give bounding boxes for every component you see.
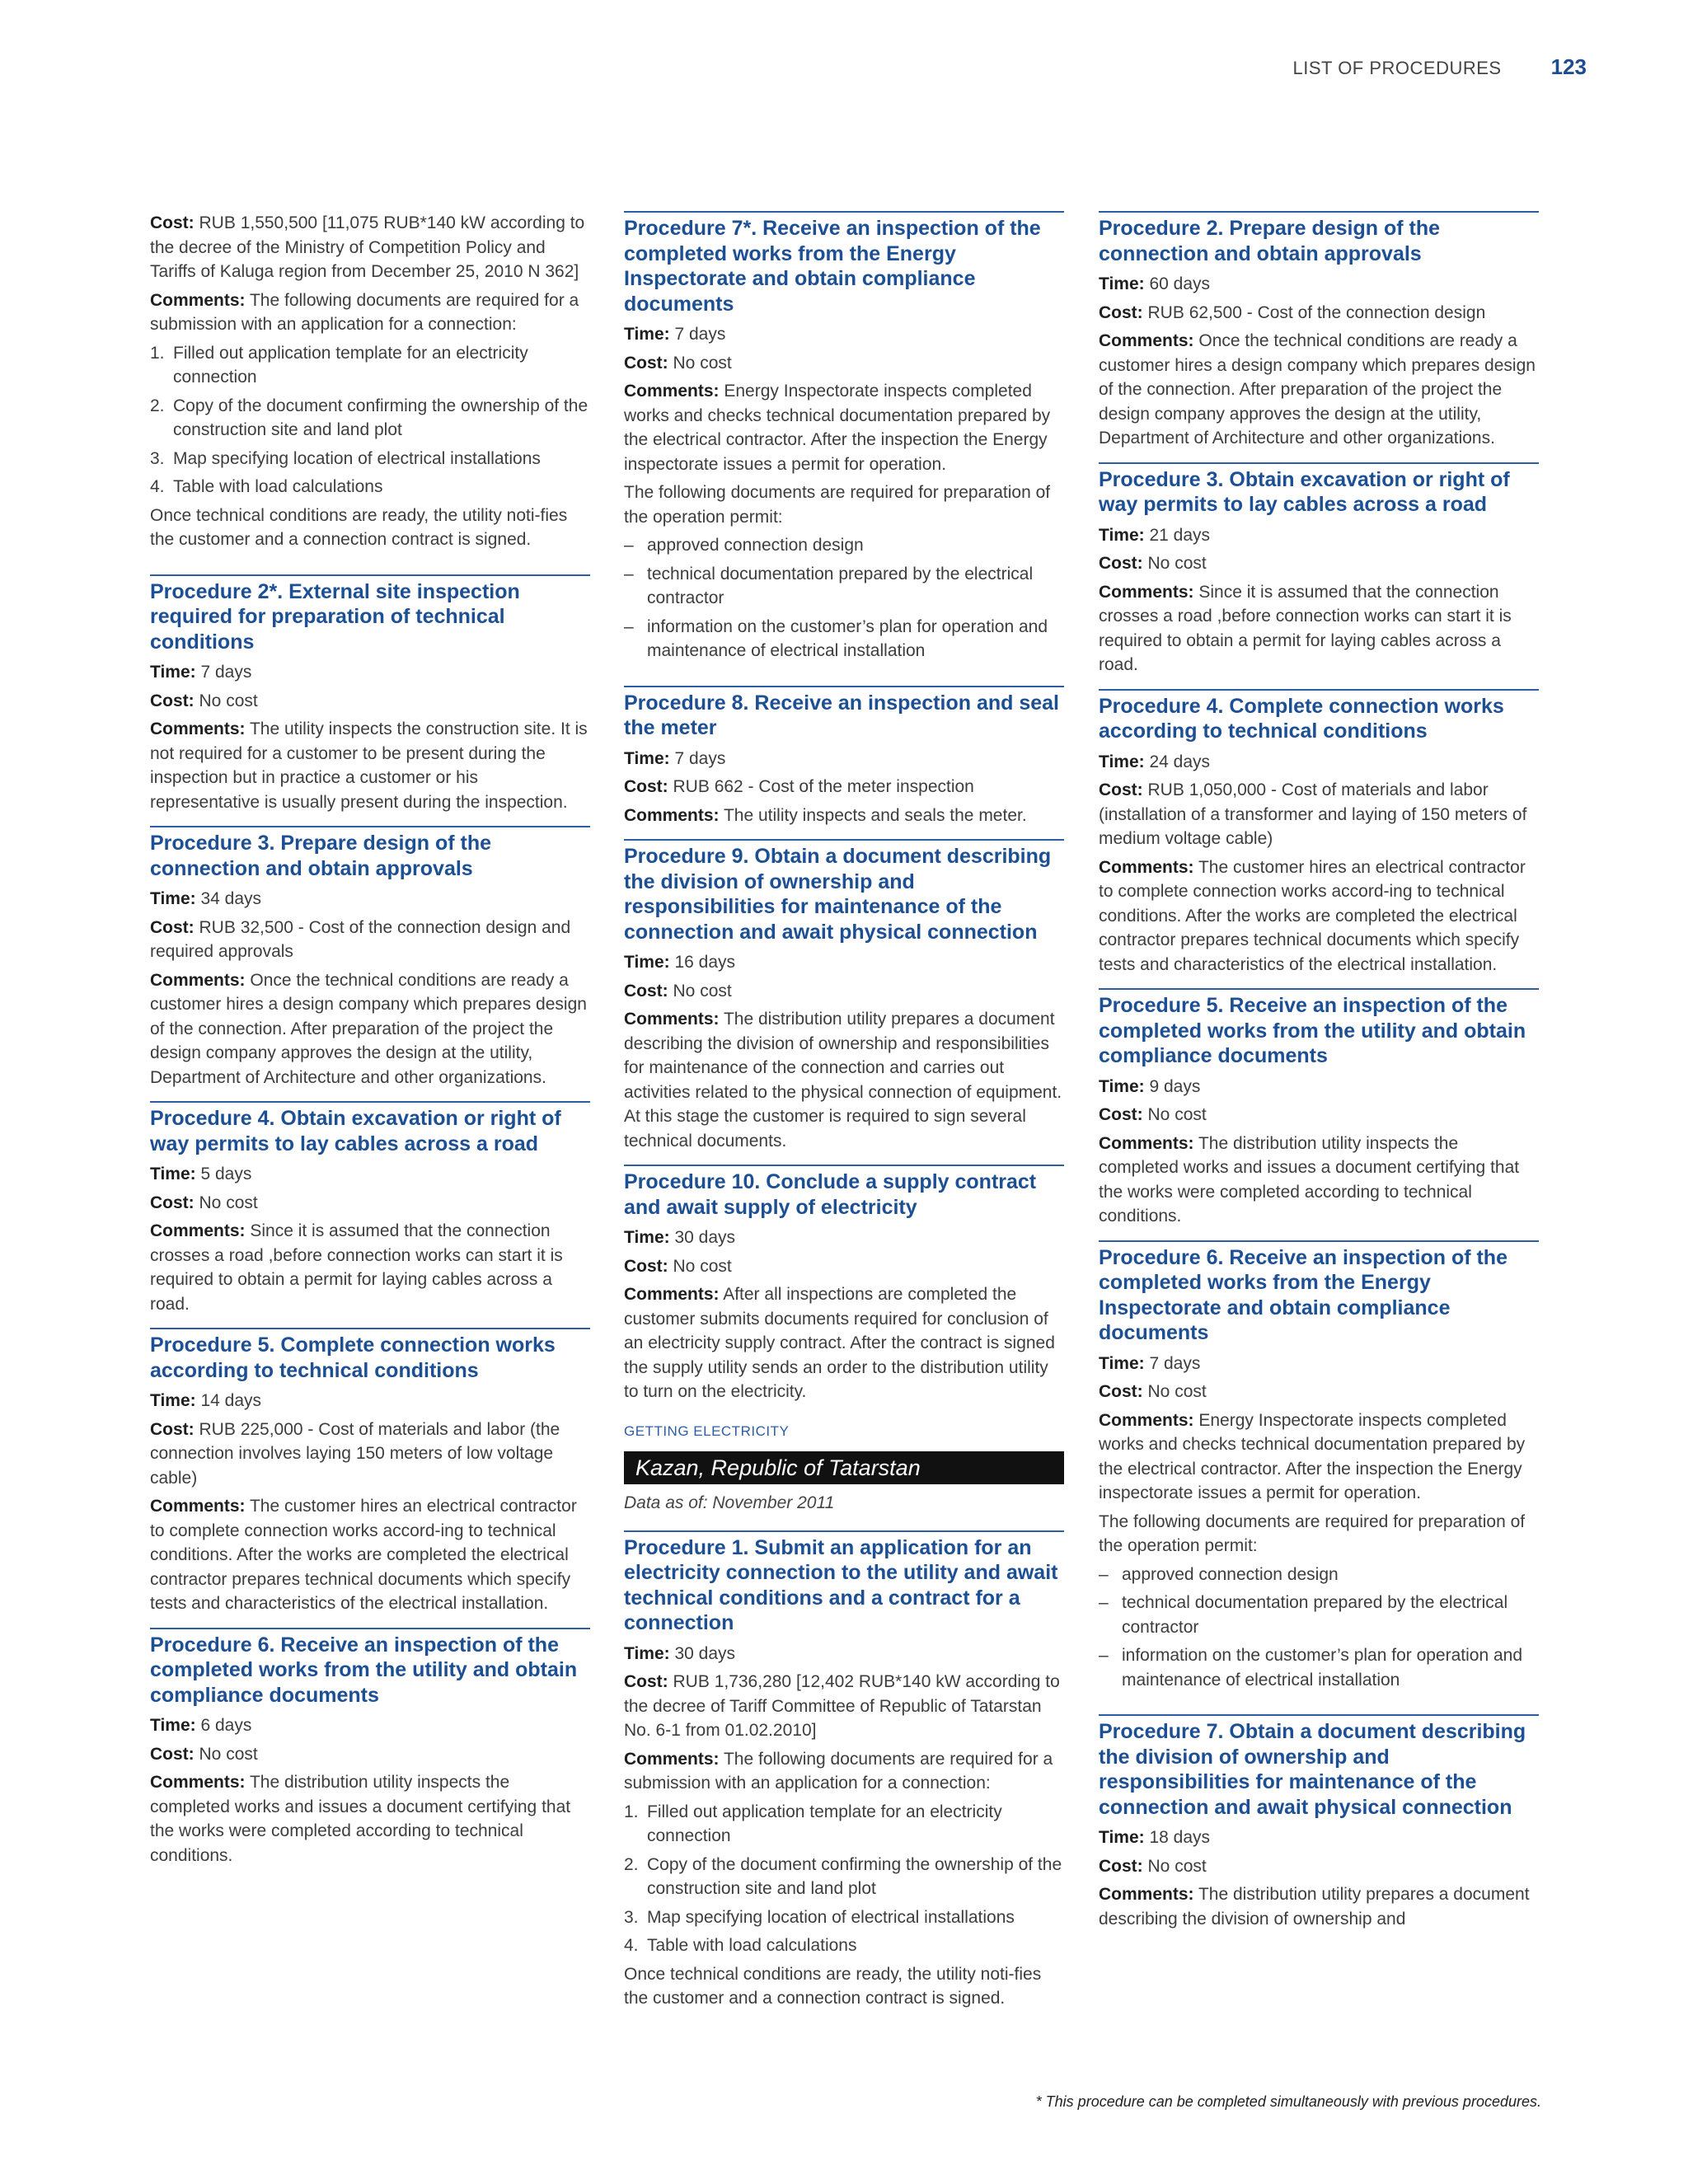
procedure-title: Procedure 6. Receive an inspection of the completed works from the Energy Inspectorate and obtain compliance documents xyxy=(1099,1245,1507,1344)
procedure-title: Procedure 5. Receive an inspection of the completed works from the utility and obtain compliance documents xyxy=(1099,994,1526,1067)
procedure-title: Procedure 2. Prepare design of the connection and obtain approvals xyxy=(1099,217,1441,265)
documents-list xyxy=(624,533,1064,663)
procedure-comments: Comments: The following documents are required for a submission with an application for a connection: xyxy=(624,1749,1053,1793)
procedure-time: Time: 7 days xyxy=(624,325,726,344)
list-item: 2. Copy of the document confirming the ownership of the construction site and land plot xyxy=(150,396,588,439)
procedure-comments: Comments: Once the technical conditions are ready a customer hires a design company which prepares design of the connection. After preparation of the project the design company approves the design at the utility, Department of Architecture and other organizations. xyxy=(1099,331,1536,448)
documents-list xyxy=(624,1800,1064,1958)
procedure-cost: Cost: No cost xyxy=(1099,1382,1207,1401)
procedure-title: Procedure 4. Obtain excavation or right of way permits to lay cables across a road xyxy=(150,1107,561,1155)
procedure-cost: Cost: RUB 662 - Cost of the meter inspection xyxy=(624,777,974,796)
procedure-title: Procedure 2*. External site inspection required for preparation of technical conditions xyxy=(150,579,520,654)
intro-after: Once technical conditions are ready, the utility noti-fies the customer and a connection contract is signed. xyxy=(150,505,568,549)
procedure-time: Time: 9 days xyxy=(1099,1076,1201,1096)
procedure-time: Time: 14 days xyxy=(150,1391,262,1410)
list-item: 4. Table with load calculations xyxy=(150,477,383,496)
procedure-block xyxy=(1099,1240,1539,1693)
procedure-comments: Comments: The distribution utility inspects the completed works and issues a document certifying that the works were completed according to technical conditions. xyxy=(1099,1133,1520,1226)
procedure-block xyxy=(624,1165,1064,1404)
documents-list xyxy=(150,341,590,499)
procedure-time: Time: 24 days xyxy=(1099,752,1211,771)
list-item: 3. Map specifying location of electrical installations xyxy=(624,1907,1015,1927)
section-label: GETTING ELECTRICITY xyxy=(624,1422,790,1439)
procedure-time: Time: 16 days xyxy=(624,953,736,972)
procedure-title: Procedure 10. Conclude a supply contract and await supply of electricity xyxy=(624,1170,1037,1219)
column-2 xyxy=(624,211,1064,2015)
procedure-comments: Comments: The distribution utility prepares a document describing the division of ownership and responsibilities for maintenance of the connection and carries out activities related to the physical connection of equipment. At this stage the customer is required to sign several technical documents. xyxy=(624,1010,1062,1151)
documents-intro: The following documents are required for preparation of the operation permit: xyxy=(624,483,1051,527)
procedure-title: Procedure 7*. Receive an inspection of the completed works from the Energy Inspectorate and obtain compliance documents xyxy=(624,217,1041,316)
list-item: – information on the customer’s plan for operation and maintenance of electrical installation xyxy=(1099,1646,1523,1690)
procedure-cost: Cost: RUB 1,736,280 [12,402 RUB*140 kW according to the decree of Tariff Committee of Republic of Tatarstan No. 6-1 from 01.02.2010] xyxy=(624,1672,1060,1740)
procedure-time: Time: 30 days xyxy=(624,1228,736,1247)
procedure-comments: Comments: Since it is assumed that the connection crosses a road ,before connection works can start it is required to obtain a permit for laying cables across a road. xyxy=(1099,582,1512,674)
procedure-after: Once technical conditions are ready, the utility noti-fies the customer and a connection contract is signed. xyxy=(624,1964,1042,2008)
procedure-time: Time: 18 days xyxy=(1099,1828,1211,1847)
procedure-block xyxy=(624,839,1064,1153)
procedure-comments: Comments: The utility inspects the construction site. It is not required for a customer to be present during the inspection but in practice a customer or his representative is usually present during the inspection. xyxy=(150,719,588,812)
procedure-title: Procedure 8. Receive an inspection and seal the meter xyxy=(624,691,1059,739)
procedure-block xyxy=(150,1628,590,1868)
footnote: * This procedure can be completed simultaneously with previous procedures. xyxy=(1035,2093,1541,2110)
procedure-time: Time: 60 days xyxy=(1099,274,1211,293)
procedure-block xyxy=(150,1328,590,1616)
documents-intro: The following documents are required for preparation of the operation permit: xyxy=(1099,1511,1526,1555)
procedure-cost: Cost: No cost xyxy=(1099,554,1207,573)
procedure-cost: Cost: No cost xyxy=(624,981,732,1001)
list-item: 1. Filled out application template for an electricity connection xyxy=(624,1802,1002,1845)
procedure-block xyxy=(624,1530,1064,2011)
intro-comments: Comments: The following documents are required for a submission with an application for a connection: xyxy=(150,290,579,334)
intro-cost: Cost: RUB 1,550,500 [11,075 RUB*140 kW according to the decree of the Ministry of Competition Policy and Tariffs of Kaluga region from December 25, 2010 N 362] xyxy=(150,213,585,281)
procedure-comments: Comments: The distribution utility inspects the completed works and issues a document certifying that the works were completed according to technical conditions. xyxy=(150,1773,571,1865)
data-as-of: Data as of: November 2011 xyxy=(624,1493,835,1512)
procedure-comments: Comments: The distribution utility prepares a document describing the division of ownership and xyxy=(1099,1885,1530,1929)
procedure-cost: Cost: No cost xyxy=(1099,1856,1207,1876)
procedure-cost: Cost: No cost xyxy=(150,1193,258,1212)
documents-list xyxy=(1099,1563,1539,1693)
procedure-time: Time: 7 days xyxy=(1099,1353,1201,1373)
city-heading: Kazan, Republic of Tatarstan xyxy=(624,1451,1064,1484)
procedure-time: Time: 30 days xyxy=(624,1643,736,1663)
list-item: 1. Filled out application template for an electricity connection xyxy=(150,343,528,387)
procedure-block xyxy=(1099,1714,1539,1931)
procedure-time: Time: 7 days xyxy=(150,663,252,682)
procedure-comments: Comments: After all inspections are completed the customer submits documents required for conclusion of an electricity supply contract. After the contract is signed the supply utility sends an order to the distribution utility to turn on the electricity. xyxy=(624,1285,1055,1401)
procedure-block xyxy=(150,574,590,815)
list-item: – information on the customer’s plan for operation and maintenance of electrical installation xyxy=(624,616,1048,660)
procedure-time: Time: 21 days xyxy=(1099,525,1211,545)
procedure-title: Procedure 6. Receive an inspection of the completed works from the utility and obtain compliance documents xyxy=(150,1633,578,1707)
procedure-cost: Cost: RUB 1,050,000 - Cost of materials and labor (installation of a transformer and laying of 150 meters of medium voltage cable) xyxy=(1099,780,1527,848)
list-item: 2. Copy of the document confirming the ownership of the construction site and land plot xyxy=(624,1854,1062,1898)
procedure-block xyxy=(1099,211,1539,451)
procedure-comments: Comments: The customer hires an electrical contractor to complete connection works accord-ing to technical conditions. After the works are completed the electrical contractor prepares technical documents which specify tests and characteristics of the electrical installation. xyxy=(1099,857,1526,974)
procedure-title: Procedure 9. Obtain a document describing the division of ownership and responsibilities for maintenance of the connection and await physical connection xyxy=(624,845,1052,944)
procedure-block xyxy=(1099,462,1539,677)
procedure-cost: Cost: No cost xyxy=(1099,1105,1207,1124)
section-title: LIST OF PROCEDURES xyxy=(1292,58,1502,78)
list-item: – technical documentation prepared by the electrical contractor xyxy=(1099,1593,1508,1637)
procedure-cost: Cost: RUB 32,500 - Cost of the connection design and required approvals xyxy=(150,917,571,961)
running-head xyxy=(1293,54,1587,80)
procedure-title: Procedure 5. Complete connection works according to technical conditions xyxy=(150,1333,556,1382)
procedure-comments: Comments: Since it is assumed that the connection crosses a road ,before connection works can start it is required to obtain a permit for laying cables across a road. xyxy=(150,1221,563,1314)
procedure-cost: Cost: RUB 225,000 - Cost of materials and labor (the connection involves laying 150 meters of low voltage cable) xyxy=(150,1419,560,1488)
procedure-title: Procedure 3. Prepare design of the connection and obtain approvals xyxy=(150,832,492,880)
page-number: 123 xyxy=(1550,54,1587,79)
list-item: – approved connection design xyxy=(624,536,864,555)
column-1 xyxy=(150,211,590,1872)
procedure-title: Procedure 3. Obtain excavation or right of way permits to lay cables across a road xyxy=(1099,467,1510,516)
procedure-comments: Comments: Once the technical conditions are ready a customer hires a design company which prepares design of the connection. After preparation of the project the design company approves the design at the utility, Department of Architecture and other organizations. xyxy=(150,970,587,1087)
procedure-title: Procedure 7. Obtain a document describing the division of ownership and responsibilities for maintenance of the connection and await physical connection xyxy=(1099,1720,1526,1819)
procedure-cost: Cost: No cost xyxy=(150,1744,258,1764)
procedure-time: Time: 7 days xyxy=(624,748,726,768)
procedure-time: Time: 6 days xyxy=(150,1716,252,1735)
procedure-block xyxy=(150,1101,590,1316)
procedure-comments: Comments: The customer hires an electrical contractor to complete connection works accord-ing to technical conditions. After the works are completed the electrical contractor prepares technical documents which specify tests and characteristics of the electrical installation. xyxy=(150,1497,577,1613)
procedure-cost: Cost: No cost xyxy=(624,353,732,373)
procedure-cost: Cost: No cost xyxy=(150,691,258,710)
procedure-block xyxy=(1099,988,1539,1229)
procedure-block xyxy=(1099,689,1539,977)
procedure-cost: Cost: RUB 62,500 - Cost of the connection design xyxy=(1099,302,1486,322)
procedure-time: Time: 5 days xyxy=(150,1165,252,1183)
procedure-title: Procedure 1. Submit an application for an electricity connection to the utility and await technical conditions and a contract for a connection xyxy=(624,1535,1058,1634)
list-item: 3. Map specifying location of electrical installations xyxy=(150,448,541,468)
procedure-cost: Cost: No cost xyxy=(624,1256,732,1276)
procedure-comments: Comments: Energy Inspectorate inspects completed works and checks technical documentation prepared by the electrical contractor. After the inspection the Energy inspectorate issues a permit for operation. xyxy=(1099,1410,1526,1502)
procedure-block xyxy=(624,211,1064,663)
procedure-block xyxy=(624,686,1064,828)
column-3 xyxy=(1099,211,1539,1935)
procedure-title: Procedure 4. Complete connection works according to technical conditions xyxy=(1099,694,1504,743)
procedure-block xyxy=(150,826,590,1090)
list-item: – technical documentation prepared by the electrical contractor xyxy=(624,564,1034,607)
list-item: – approved connection design xyxy=(1099,1564,1339,1584)
procedure-comments: Comments: Energy Inspectorate inspects completed works and checks technical documentation prepared by the electrical contractor. After the inspection the Energy inspectorate issues a permit for operation. xyxy=(624,382,1051,474)
procedure-time: Time: 34 days xyxy=(150,889,262,908)
list-item: 4. Table with load calculations xyxy=(624,1936,857,1955)
procedure-comments: Comments: The utility inspects and seals the meter. xyxy=(624,805,1027,825)
